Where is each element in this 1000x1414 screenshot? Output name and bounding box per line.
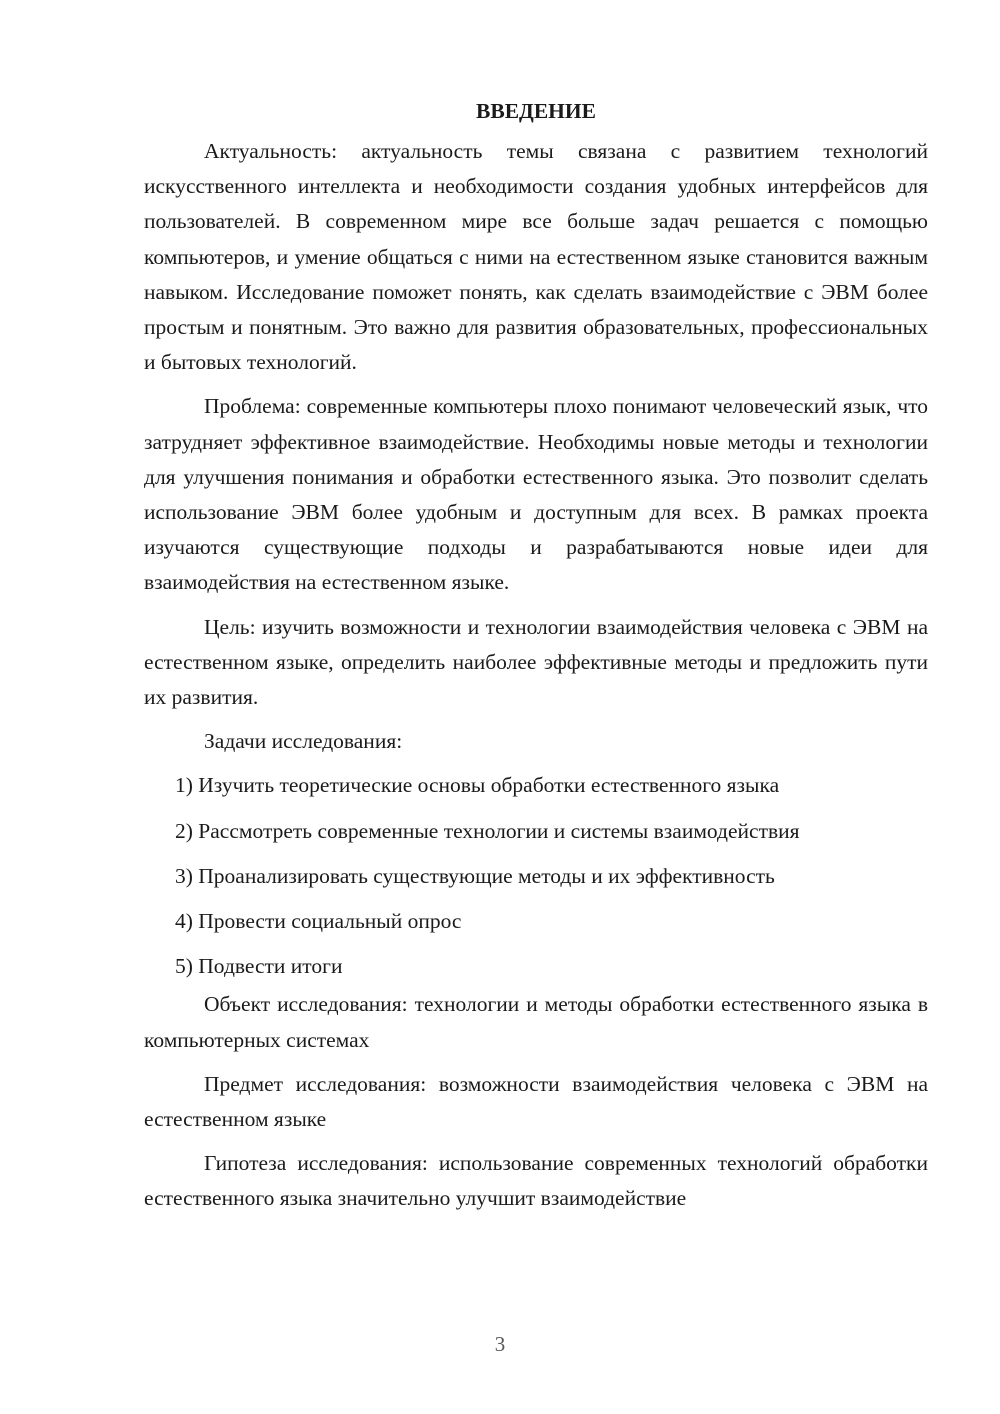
paragraph-goal: Цель: изучить возможности и технологии взаимодействия человека с ЭВМ на естественном языке, определить наиболее эффективные методы и предложить пути их развития. — [144, 614, 928, 710]
paragraph-tasks-heading: Задачи исследования: — [204, 729, 403, 754]
paragraph-relevance: Актуальность: актуальность темы связана с развитием технологий искусственного интеллекта и необходимости создания удобных интерфейсов для пользователей. В современном мире все больше задач решается с помощью компьютеров, и умение общаться с ними на естественном языке становится важным навыком. Исследование поможет понять, как сделать взаимодействие с ЭВМ более простым и понятным. Это важно для развития образовательных, профессиональных и бытовых технологий. — [144, 139, 928, 375]
page-number: 3 — [494, 1332, 506, 1356]
paragraph-subject: Предмет исследования: возможности взаимодействия человека с ЭВМ на естественном языке — [144, 1071, 928, 1132]
document-page — [144, 92, 928, 1217]
list-item: 3) Проанализировать существующие методы и их эффективность — [175, 863, 775, 888]
paragraph-problem: Проблема: современные компьютеры плохо понимают человеческий язык, что затрудняет эффективное взаимодействие. Необходимы новые методы и технологии для улучшения понимания и обработки естественного языка. Это позволит сделать использование ЭВМ более удобным и доступным для всех. В рамках проекта изучаются существующие подходы и разрабатываются новые идеи для взаимодействия на естественном языке. — [144, 394, 928, 595]
list-item: 4) Провести социальный опрос — [175, 909, 462, 934]
list-item: 2) Рассмотреть современные технологии и системы взаимодействия — [175, 818, 800, 843]
task-list — [144, 768, 928, 984]
paragraph-hypothesis: Гипотеза исследования: использование современных технологий обработки естественного языка значительно улучшит взаимодействие — [144, 1151, 928, 1211]
list-item: 1) Изучить теоретические основы обработки естественного языка — [175, 773, 780, 798]
section-heading: ВВЕДЕНИЕ — [476, 99, 596, 123]
paragraph-object: Объект исследования: технологии и методы обработки естественного языка в компьютерных системах — [144, 992, 928, 1052]
list-item: 5) Подвести итоги — [175, 954, 343, 979]
